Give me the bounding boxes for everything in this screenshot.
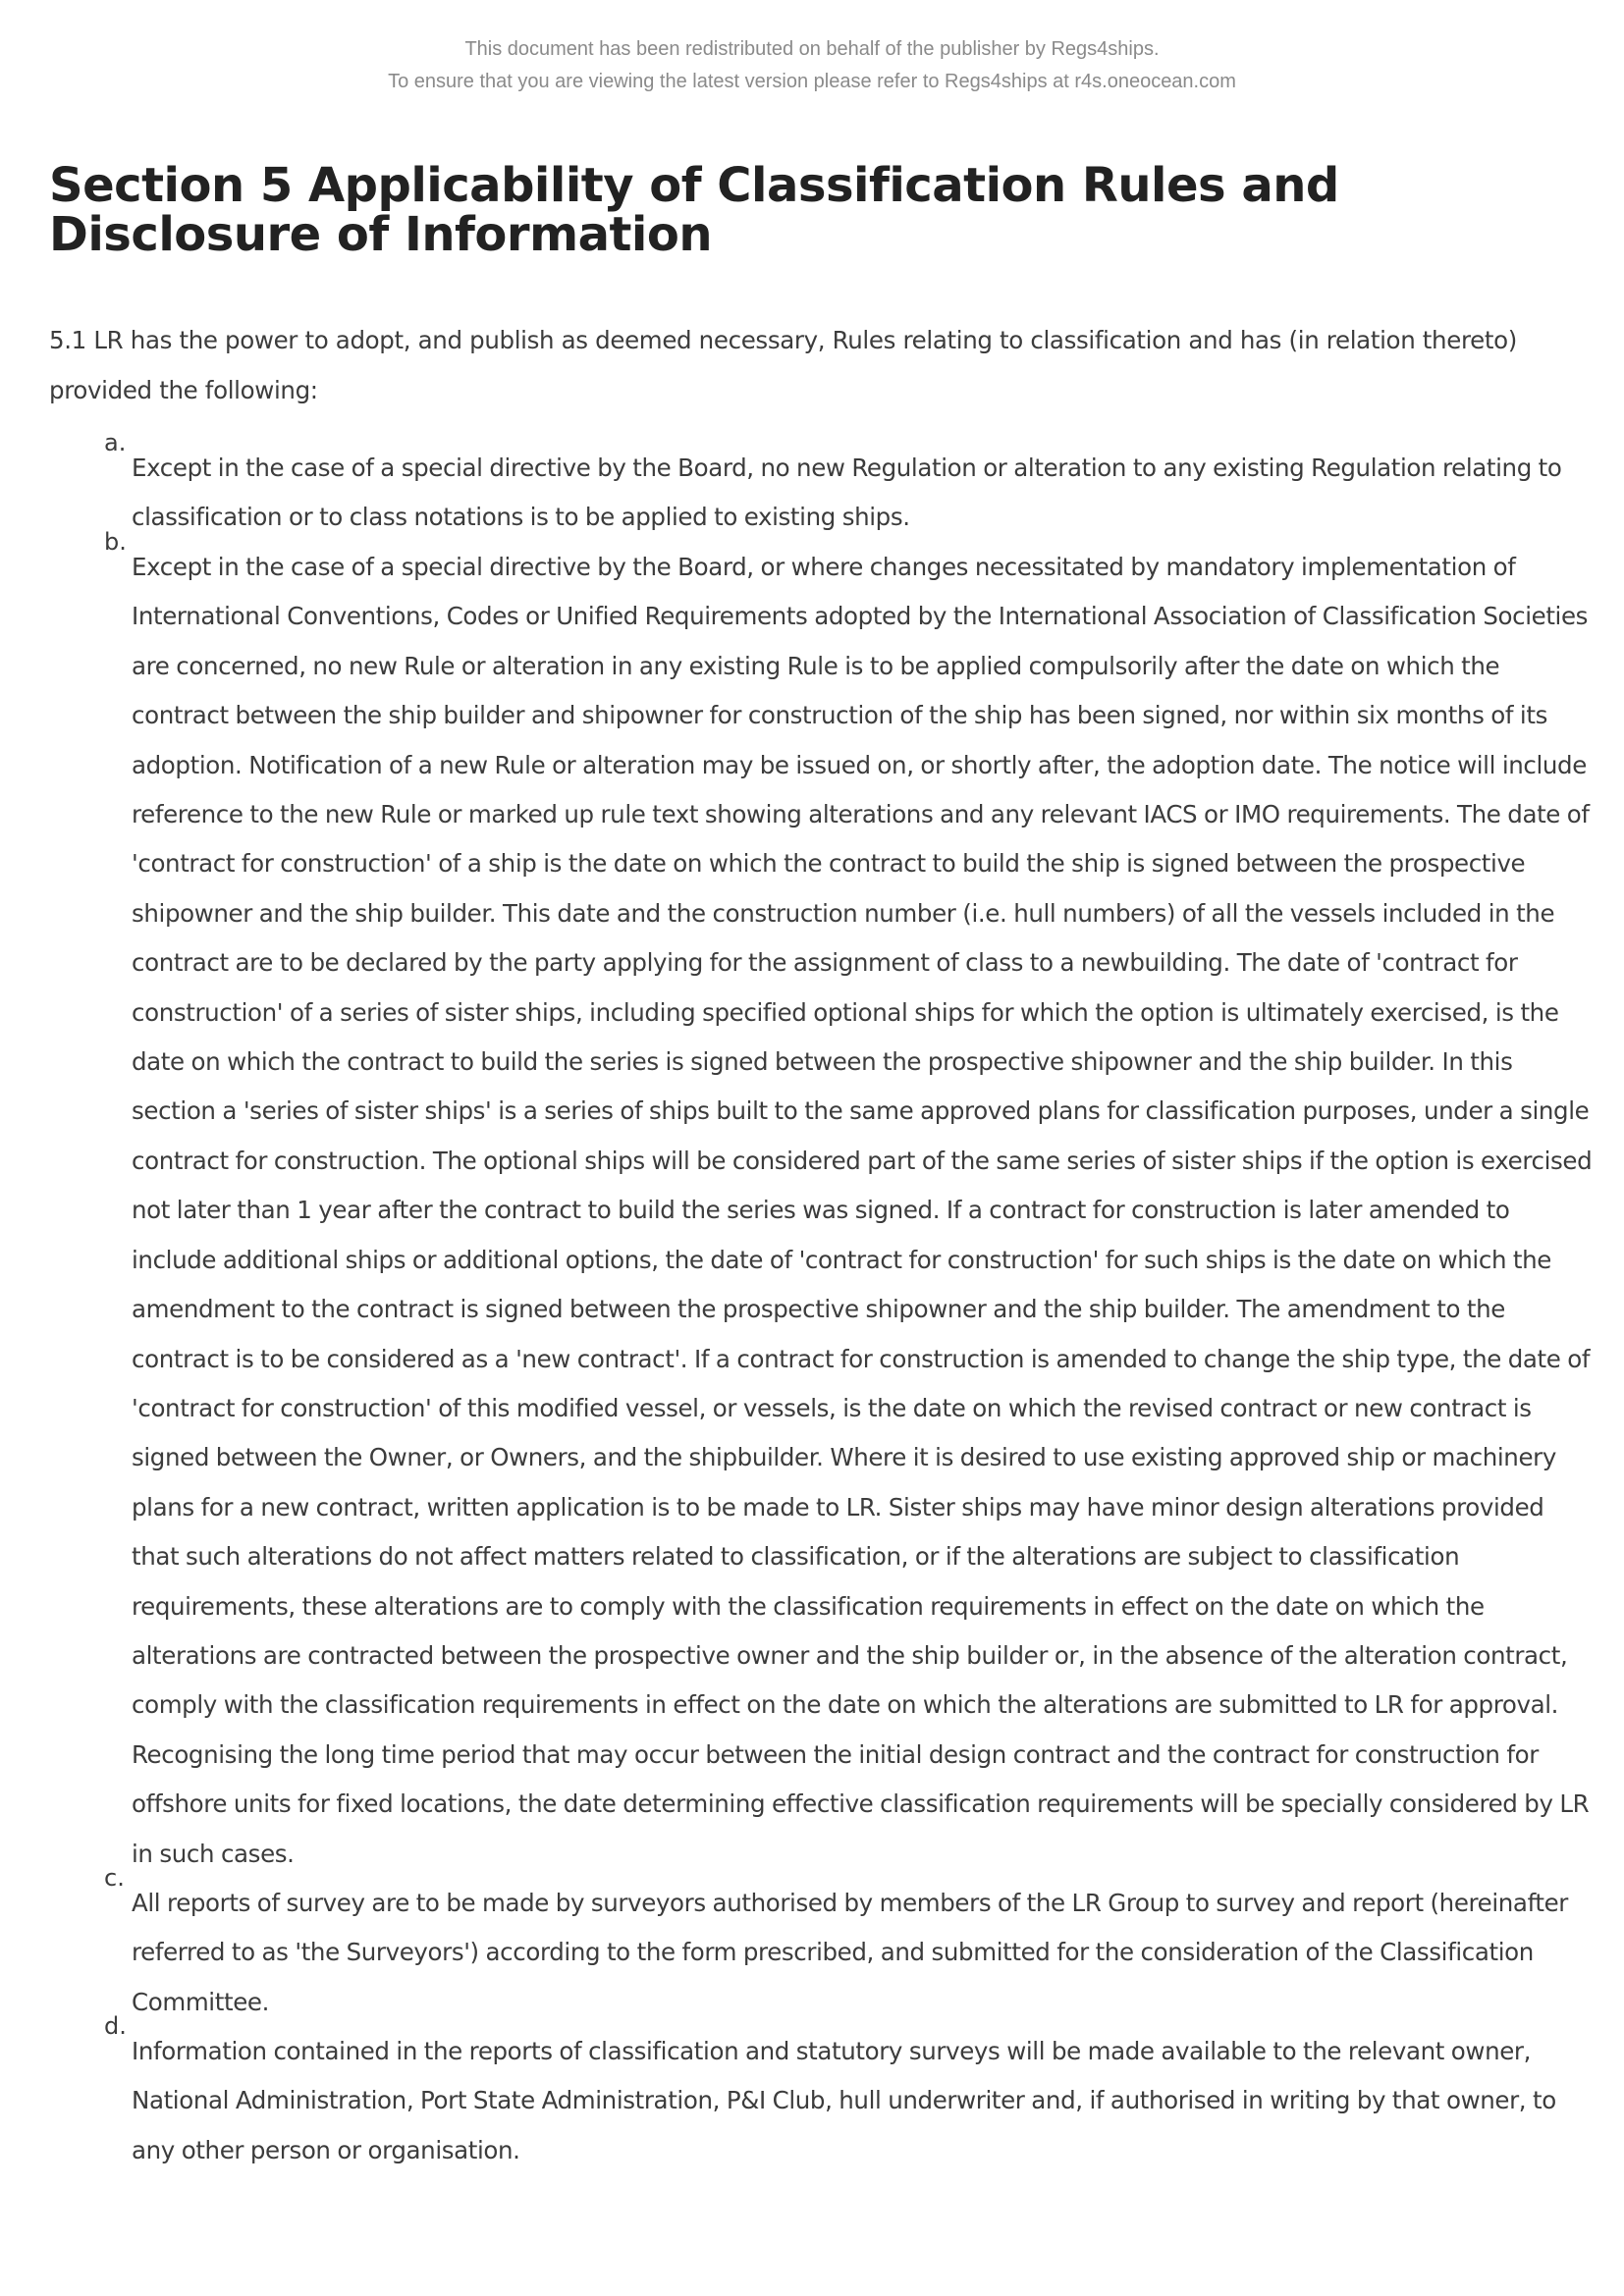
list-marker: b. (104, 528, 127, 556)
list-marker: c. (104, 1864, 125, 1892)
section-intro: 5.1 LR has the power to adopt, and publish as deemed necessary, Rules relating to classification and has (in relation thereto) provided the following: (49, 326, 1517, 404)
notice-line-1: This document has been redistributed on behalf of the publisher by Regs4ships. (464, 38, 1160, 60)
list-item-text: Except in the case of a special directive by the Board, no new Regulation or alteration to any existing Regulation relating to classification or to class notations is to be applied to existing ships. (132, 454, 1562, 532)
list-item-text: All reports of survey are to be made by surveyors authorised by members of the LR Group to survey and report (hereinafter referred to as 'the Surveyors') according to the form prescribed, and submitted for the consideration of the Classification Committee. (132, 1889, 1568, 2016)
list-item-a (104, 429, 1595, 543)
notice-line-2: To ensure that you are viewing the latest version please refer to Regs4ships at r4s.oneocean.com (388, 71, 1236, 92)
section-title: Section 5 Applicability of Classification Rules and Disclosure of Information (49, 158, 1339, 262)
redistribution-notice (0, 33, 1624, 98)
list-marker: a. (104, 429, 127, 456)
list-item-c (104, 1864, 1595, 2027)
list-marker: d. (104, 2012, 127, 2040)
list-item-d (104, 2012, 1595, 2175)
list-item-text: Information contained in the reports of classification and statutory surveys will be made available to the relevant owner, National Administration, Port State Administration, P&I Club, hull underwriter and, if authorised in writing by that owner, to any other person or organisation. (132, 2037, 1556, 2164)
list-item-text: Except in the case of a special directive by the Board, or where changes necessitated by mandatory implementation of International Conventions, Codes or Unified Requirements adopted by the International Association of Classification Societies are concerned, no new Rule or alteration in any existing Rule is to be applied compulsorily after the date on which the contract between the ship builder and shipowner for construction of the ship has been signed, nor within six months of its adoption. Notification of a new Rule or alteration may be issued on, or shortly after, the adoption date. The notice will include reference to the new Rule or marked up rule text showing alterations and any relevant IACS or IMO requirements. The date of 'contract for construction' of a ship is the date on which the contract to build the ship is signed between the prospective shipowner and the ship builder. This date and the construction number (i.e. hull numbers) of all the vessels included in the contract are to be declared by the party applying for the assignment of class to a newbuilding. The date of 'contract for construction' of a series of sister ships, including specified optional ships for which the option is ultimately exercised, is the date on which the contract to build the series is signed between the prospective shipowner and the ship builder. In this section a 'series of sister ships' is a series of ships built to the same approved plans for classification purposes, under a single contract for construction. The optional ships will be considered part of the same series of sister ships if the option is exercised not later than 1 year after the contract to build the series was signed. If a contract for construction is later amended to include additional ships or additional options, the date of 'contract for construction' for such ships is the date on which the amendment to the contract is signed between the prospective shipowner and the ship builder. The amendment to the contract is to be considered as a 'new contract'. If a contract for construction is amended to change the ship type, the date of 'contract for construction' of this modified vessel, or vessels, is the date on which the revised contract or new contract is signed between the Owner, or Owners, and the shipbuilder. Where it is desired to use existing approved ship or machinery plans for a new contract, written application is to be made to LR. Sister ships may have minor design alterations provided that such alterations do not affect matters related to classification, or if the alterations are subject to classification requirements, these alterations are to comply with the classification requirements in effect on the date on which the alterations are contracted between the prospective owner and the ship builder or, in the absence of the alteration contract, comply with the classification requirements in effect on the date on which the alterations are submitted to LR for approval. Recognising the long time period that may occur between the initial design contract and the contract for construction for offshore units for fixed locations, the date determining effective classification requirements will be specially considered by LR in such cases. (132, 553, 1593, 1868)
list-item-b (104, 528, 1595, 1879)
